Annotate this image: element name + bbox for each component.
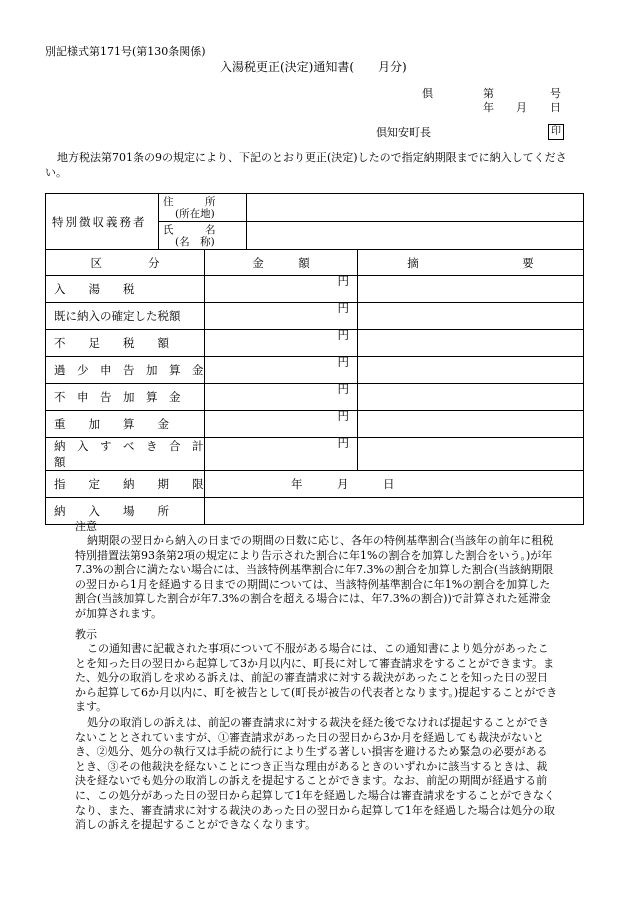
row-label: 既に納入の確定した税額 xyxy=(46,303,205,330)
deadline-field[interactable] xyxy=(205,471,584,498)
yen-unit: 円 xyxy=(337,274,349,288)
date-day: 日 xyxy=(550,101,561,114)
amount-cell[interactable] xyxy=(205,276,358,303)
name-label-cell xyxy=(159,222,247,250)
remarks-cell[interactable] xyxy=(358,330,584,357)
address-sublabel: (所在地) xyxy=(175,207,215,220)
yen-unit: 円 xyxy=(337,355,349,369)
doc-number-go: 号 xyxy=(550,87,561,100)
remarks-cell[interactable] xyxy=(358,411,584,438)
amount-cell[interactable] xyxy=(205,303,358,330)
payment-place-label: 納 入 場 所 xyxy=(46,498,205,525)
row-label: 入 湯 税 xyxy=(46,276,205,303)
name-field[interactable] xyxy=(247,222,584,250)
name-label: 氏 名 xyxy=(163,223,216,236)
remarks-cell[interactable] xyxy=(358,303,584,330)
amount-cell[interactable] xyxy=(205,384,358,411)
date-month: 月 xyxy=(516,101,527,114)
amount-cell[interactable] xyxy=(205,357,358,384)
remarks-cell[interactable] xyxy=(358,438,584,471)
row-label: 納 入 す べ き 合 計 額 xyxy=(46,438,205,471)
form-reference: 別記様式第171号(第130条関係) xyxy=(45,45,206,58)
instruction-para-1: この通知書に記載された事項について不服がある場合には、この通知書により処分があったことを知った日の翌日から起算して3か月以内に、町長に対して審査請求をすることができます。また、処分の取消しを求める訴えは、前記の審査請求に対する裁決があったことを知った日の翌日から起算して6か月以内に、町を被告として(町長が被告の代表者となります。)提起することができます。 xyxy=(75,642,558,714)
deadline-label: 指 定 納 期 限 xyxy=(46,471,205,498)
seal-stamp: 印 xyxy=(548,124,564,140)
address-field[interactable] xyxy=(247,194,584,222)
doc-prefix: 倶 xyxy=(422,87,433,100)
address-label: 住 所 xyxy=(163,195,216,208)
row-label: 不 足 税 額 xyxy=(46,330,205,357)
page-title: 入湯税更正(決定)通知書( 月分) xyxy=(220,60,407,74)
yen-unit: 円 xyxy=(337,328,349,342)
row-label: 不 申 告 加 算 金 xyxy=(46,384,205,411)
doc-number-dai: 第 xyxy=(483,87,494,100)
amount-cell[interactable] xyxy=(205,330,358,357)
tax-form-table xyxy=(45,193,584,525)
intro-text: 地方税法第701条の9の規定により、下記のとおり更正(決定)したので指定納期限までに納入してください。 xyxy=(45,151,567,179)
col-header-amount: 金 額 xyxy=(205,250,358,276)
address-label-cell xyxy=(159,194,247,222)
row-label: 重 加 算 金 xyxy=(46,411,205,438)
instruction-para-2: 処分の取消しの訴えは、前記の審査請求に対する裁決を経た後でなければ提起することができないこととされていますが、①審査請求があった日の翌日から3か月を経過しても裁決がないとき、②処分、処分の執行又は手続の続行により生ずる著しい損害を避けるため緊急の必要があるとき、③その他裁決を経ないことにつき正当な理由があるときのいずれかに該当するときは、裁決を経ないでも処分の取消しの訴えを提起することができます。なお、前記の期間が経過する前に、この処分があった日の翌日から起算して1年を経過した場合は審査請求をすることができなくなり、また、審査請求に対する裁決のあった日の翌日から起算して1年を経過した場合は処分の取消しの訴えを提起することができなくなります。 xyxy=(75,716,555,832)
col-header-category: 区 分 xyxy=(46,250,205,276)
instruction-heading: 教示 xyxy=(75,628,97,641)
payment-place-field[interactable] xyxy=(205,498,584,525)
date-year: 年 xyxy=(483,101,494,114)
row-label: 過 少 申 告 加 算 金 xyxy=(46,357,205,384)
name-sublabel: (名 称) xyxy=(175,235,215,248)
remarks-cell[interactable] xyxy=(358,276,584,303)
notice-heading: 注意 xyxy=(75,520,97,533)
amount-cell[interactable] xyxy=(205,438,358,471)
amount-cell[interactable] xyxy=(205,411,358,438)
yen-unit: 円 xyxy=(337,301,349,315)
remarks-cell[interactable] xyxy=(358,357,584,384)
taxpayer-label: 特別徴収義務者 xyxy=(46,194,159,250)
issuer-name: 倶知安町長 xyxy=(376,126,431,139)
remarks-cell[interactable] xyxy=(358,384,584,411)
yen-unit: 円 xyxy=(337,436,349,450)
col-header-remarks: 摘 要 xyxy=(358,250,584,276)
yen-unit: 円 xyxy=(337,382,349,396)
deadline-date: 年 月 日 xyxy=(291,477,395,491)
yen-unit: 円 xyxy=(337,409,349,423)
notice-body: 納期限の翌日から納入の日までの期間の日数に応じ、各年の特例基準割合(当該年の前年に租税特別措置法第93条第2項の規定により告示された割合に年1%の割合を加算した割合をいう。)が年7.3%の割合に満たない場合には、当該特例基準割合に年7.3%の割合を加算した割合(当該納期限の翌日から1月を経過する日までの期間については、当該特例基準割合に年1%の割合を加算した割合(当該加算した割合が年7.3%の割合を超える場合には、年7.3%の割合))で計算された延滞金が加算されます。 xyxy=(75,534,554,620)
